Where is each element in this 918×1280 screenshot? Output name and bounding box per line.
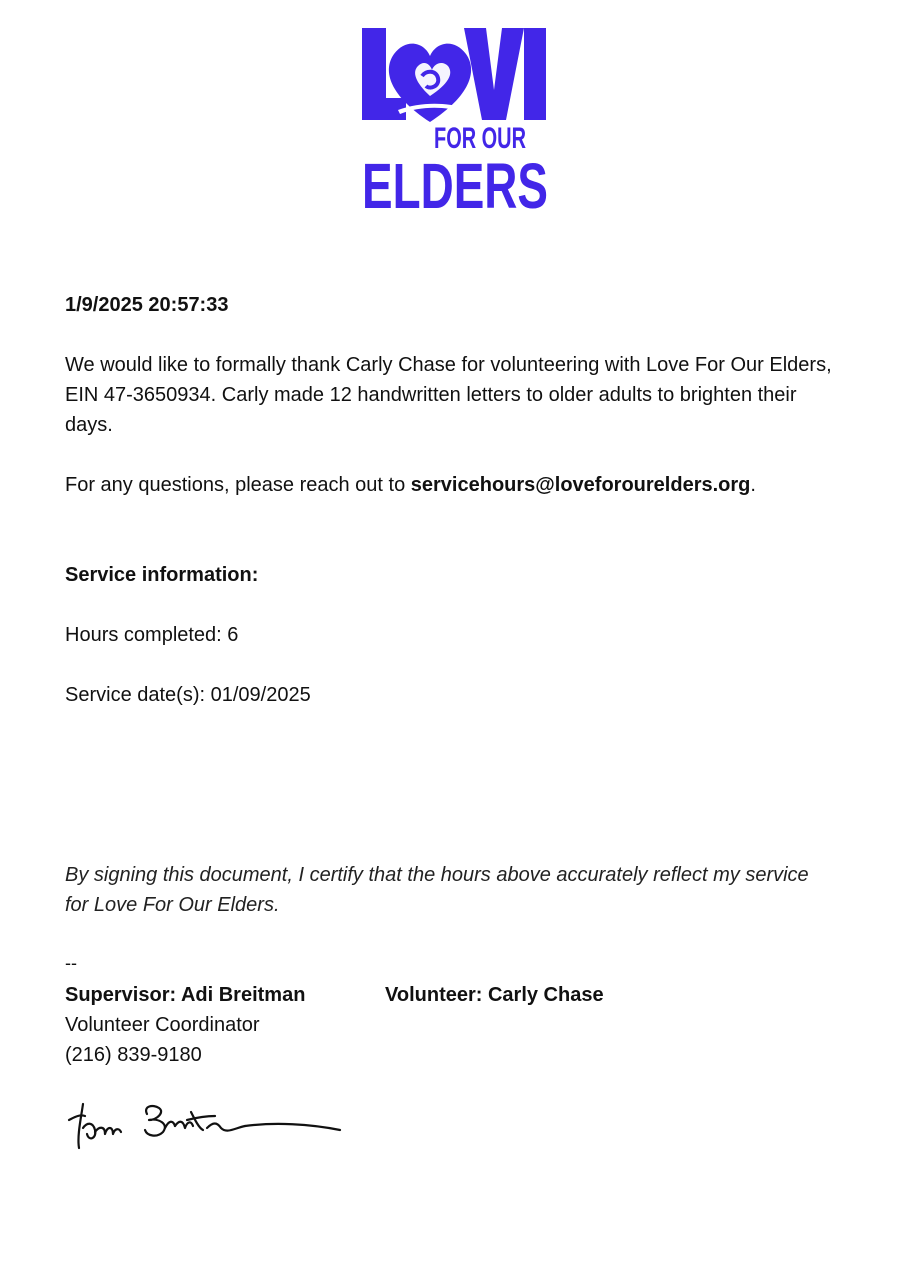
contact-suffix: . <box>750 474 756 496</box>
supervisor-name: Supervisor: Adi Breitman <box>65 984 306 1006</box>
service-info-heading: Service information: <box>65 564 259 586</box>
organization-logo <box>360 26 550 222</box>
contact-prefix: For any questions, please reach out to <box>65 474 411 496</box>
hours-completed: Hours completed: 6 <box>65 624 239 646</box>
signature-separator: -- <box>65 953 77 973</box>
supervisor-signature <box>65 1098 350 1158</box>
contact-paragraph <box>65 470 756 500</box>
thank-you-paragraph: We would like to formally thank Carly Chase for volunteering with Love For Our Elders, EIN 47-3650934. Carly made 12 handwritten letters to older adults to brighten their days. <box>65 354 832 436</box>
logo-text-for-our: FOR OUR <box>434 122 527 155</box>
logo-graphic <box>360 26 550 222</box>
logo-text-elders: ELDERS <box>362 150 548 222</box>
timestamp: 1/9/2025 20:57:33 <box>65 294 229 316</box>
service-dates: Service date(s): 01/09/2025 <box>65 684 311 706</box>
supervisor-title: Volunteer Coordinator <box>65 1014 260 1036</box>
certification-statement: By signing this document, I certify that the hours above accurately reflect my service for Love For Our Elders. <box>65 864 809 916</box>
volunteer-name: Volunteer: Carly Chase <box>385 984 604 1006</box>
supervisor-phone: (216) 839-9180 <box>65 1044 202 1066</box>
contact-email: servicehours@loveforourelders.org <box>410 474 751 496</box>
